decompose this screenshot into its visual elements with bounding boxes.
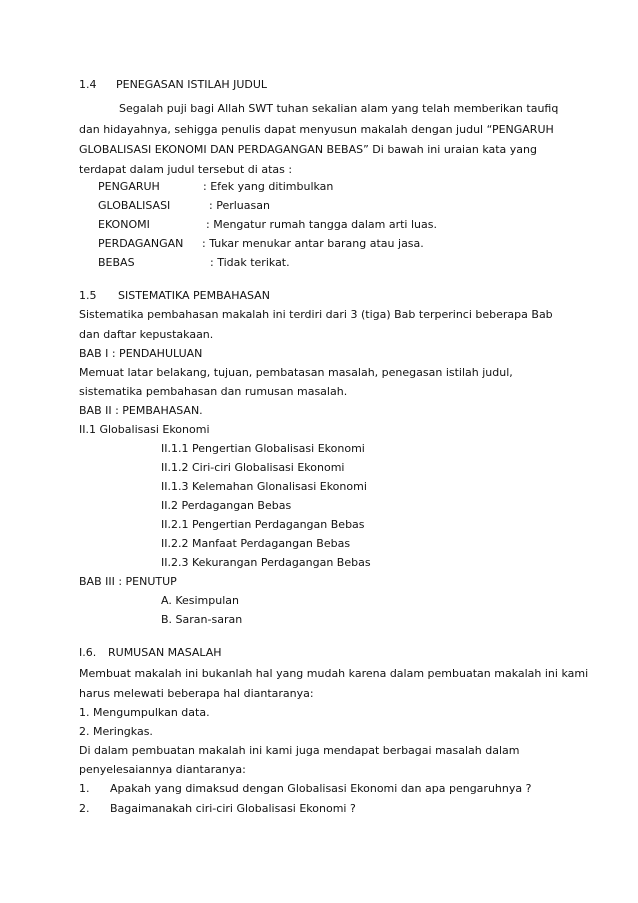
- definition-desc: : Efek yang ditimbulkan: [203, 180, 334, 193]
- paragraph-line: terdapat dalam judul tersebut di atas :: [79, 163, 293, 176]
- paragraph-line: Memuat latar belakang, tujuan, pembatasan masalah, penegasan istilah judul,: [79, 366, 513, 379]
- paragraph-line: dan hidayahnya, sehigga penulis dapat menyusun makalah dengan judul “PENGARUH: [79, 123, 554, 136]
- list-item: 2. Meringkas.: [79, 725, 153, 738]
- definition-desc: : Tidak terikat.: [210, 256, 290, 269]
- paragraph-line: Membuat makalah ini bukanlah hal yang mudah karena dalam pembuatan makalah ini kami: [79, 667, 589, 680]
- question-number: 1.: [79, 782, 90, 795]
- paragraph-line: Segalah puji bagi Allah SWT tuhan sekalian alam yang telah memberikan taufiq: [119, 102, 559, 115]
- bab-3-title: BAB III : PENUTUP: [79, 575, 177, 588]
- definition-term: EKONOMI: [98, 218, 150, 231]
- outline-item: II.1.2 Ciri-ciri Globalisasi Ekonomi: [161, 461, 345, 474]
- definition-desc: : Perluasan: [209, 199, 270, 212]
- section-1-5-number: 1.5: [79, 289, 97, 302]
- section-1-5-title: SISTEMATIKA PEMBAHASAN: [118, 289, 270, 302]
- bab-2-subsection: II.1 Globalisasi Ekonomi: [79, 423, 210, 436]
- bab-1-title: BAB I : PENDAHULUAN: [79, 347, 203, 360]
- question-number: 2.: [79, 802, 90, 815]
- outline-item: II.2.3 Kekurangan Perdagangan Bebas: [161, 556, 371, 569]
- outline-item: II.2.1 Pengertian Perdagangan Bebas: [161, 518, 365, 531]
- definition-desc: : Tukar menukar antar barang atau jasa.: [202, 237, 424, 250]
- outline-item: B. Saran-saran: [161, 613, 243, 626]
- bab-2-title: BAB II : PEMBAHASAN.: [79, 404, 203, 417]
- section-1-4-heading: [79, 75, 268, 94]
- definition-term: PENGARUH: [98, 180, 160, 193]
- definition-term: BEBAS: [98, 256, 135, 269]
- paragraph-line: sistematika pembahasan dan rumusan masalah.: [79, 385, 348, 398]
- paragraph-line: Di dalam pembuatan makalah ini kami juga mendapat berbagai masalah dalam: [79, 744, 520, 757]
- question-text: Apakah yang dimaksud dengan Globalisasi Ekonomi dan apa pengaruhnya ?: [110, 782, 532, 795]
- section-1-6-heading: [79, 643, 222, 662]
- section-1-4-title: PENEGASAN ISTILAH JUDUL: [116, 78, 268, 91]
- paragraph-line: penyelesaiannya diantaranya:: [79, 763, 246, 776]
- paragraph-line: harus melewati beberapa hal diantaranya:: [79, 687, 314, 700]
- section-1-6-title: RUMUSAN MASALAH: [108, 646, 222, 659]
- section-1-4-number: 1.4: [79, 78, 97, 91]
- outline-item: II.2 Perdagangan Bebas: [161, 499, 292, 512]
- outline-item: A. Kesimpulan: [161, 594, 239, 607]
- list-item: 1. Mengumpulkan data.: [79, 706, 210, 719]
- outline-item: II.1.1 Pengertian Globalisasi Ekonomi: [161, 442, 365, 455]
- outline-item: II.2.2 Manfaat Perdagangan Bebas: [161, 537, 351, 550]
- question-text: Bagaimanakah ciri-ciri Globalisasi Ekonomi ?: [110, 802, 356, 815]
- definition-term: GLOBALISASI: [98, 199, 171, 212]
- definition-desc: : Mengatur rumah tangga dalam arti luas.: [206, 218, 437, 231]
- paragraph-line: dan daftar kepustakaan.: [79, 328, 214, 341]
- paragraph-line: Sistematika pembahasan makalah ini terdiri dari 3 (tiga) Bab terperinci beberapa Bab: [79, 308, 553, 321]
- section-1-5-heading: [79, 286, 270, 305]
- definition-term: PERDAGANGAN: [98, 237, 184, 250]
- section-1-6-number: I.6.: [79, 646, 97, 659]
- paragraph-line: GLOBALISASI EKONOMI DAN PERDAGANGAN BEBAS” Di bawah ini uraian kata yang: [79, 143, 537, 156]
- outline-item: II.1.3 Kelemahan Glonalisasi Ekonomi: [161, 480, 367, 493]
